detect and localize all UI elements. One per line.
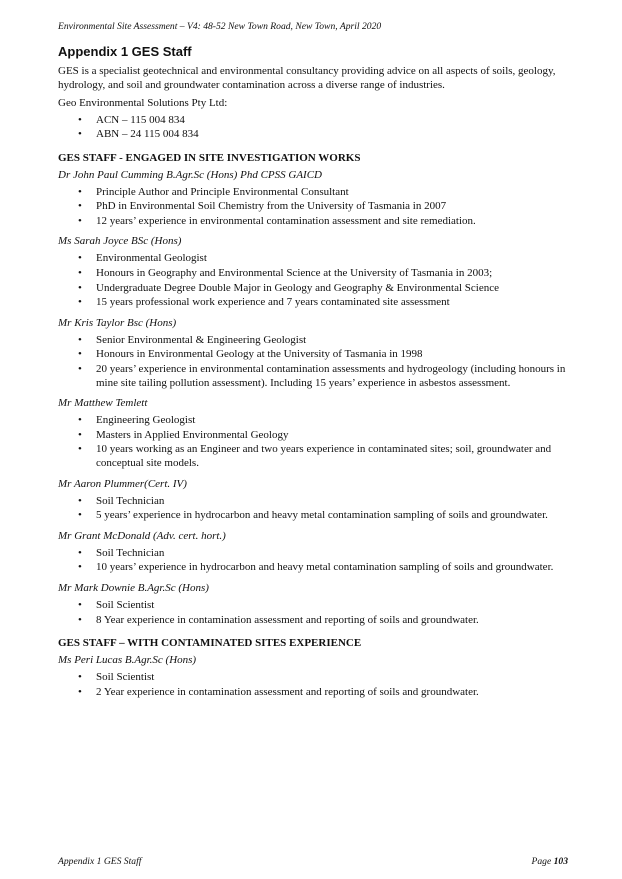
page-number-label	[531, 856, 568, 867]
bullet-icon: •	[78, 561, 82, 574]
list-item	[58, 282, 584, 296]
detail-text: Soil Scientist	[96, 671, 155, 684]
bullet-icon: •	[78, 267, 82, 280]
detail-text: Honours in Environmental Geology at the University of Tasmania in 1998	[96, 348, 423, 361]
staff-name: Dr John Paul Cumming B.Agr.Sc (Hons) Phd CPSS GAICD	[58, 168, 322, 181]
intro-paragraph: GES is a specialist geotechnical and environmental consultancy providing advice on all aspects of soils, geology, hydrology, and soil and groundwater contamination across a diverse range of industries.	[58, 65, 556, 91]
staff-details	[58, 414, 584, 470]
list-item	[58, 495, 584, 509]
detail-text: PhD in Environmental Soil Chemistry from the University of Tasmania in 2007	[96, 200, 447, 213]
detail-text: Environmental Geologist	[96, 252, 207, 265]
detail-text: Engineering Geologist	[96, 414, 196, 427]
list-item	[58, 363, 584, 390]
staff-name: Mr Grant McDonald (Adv. cert. hort.)	[58, 529, 226, 542]
list-item	[58, 561, 584, 575]
footer-section-title: Appendix 1 GES Staff	[58, 856, 142, 867]
list-item	[58, 334, 584, 348]
list-item	[58, 671, 584, 685]
section-heading: GES STAFF – WITH CONTAMINATED SITES EXPERIENCE	[58, 637, 362, 650]
list-item	[58, 686, 584, 700]
detail-text: Soil Technician	[96, 494, 165, 507]
list-item	[58, 614, 584, 628]
staff-details	[58, 671, 584, 699]
bullet-icon: •	[78, 185, 82, 198]
list-item	[58, 443, 584, 470]
staff-details	[58, 186, 584, 229]
company-name: Geo Environmental Solutions Pty Ltd:	[58, 97, 228, 109]
detail-text: Honours in Geography and Environmental Science at the University of Tasmania in 2003;	[96, 267, 493, 280]
company-acn: ACN – 115 004 834	[96, 113, 185, 126]
section-heading: GES STAFF - ENGAGED IN SITE INVESTIGATION WORKS	[58, 151, 361, 164]
staff-details	[58, 252, 584, 309]
detail-text: Senior Environmental & Engineering Geologist	[96, 333, 307, 346]
list-item	[58, 599, 584, 613]
bullet-icon: •	[78, 363, 82, 376]
bullet-icon: •	[78, 200, 82, 213]
staff-name: Mr Kris Taylor Bsc (Hons)	[58, 316, 177, 329]
staff-name: Mr Matthew Temlett	[58, 397, 148, 410]
list-item	[58, 509, 584, 523]
list-item	[58, 547, 584, 561]
detail-text: Principle Author and Principle Environmental Consultant	[96, 185, 349, 198]
staff-details	[58, 547, 584, 575]
staff-name: Ms Sarah Joyce BSc (Hons)	[58, 235, 182, 248]
list-item	[58, 128, 584, 142]
list-item	[58, 296, 584, 310]
detail-text: Undergraduate Degree Double Major in Geology and Geography & Environmental Science	[96, 281, 499, 294]
bullet-icon: •	[78, 443, 82, 456]
bullet-icon: •	[78, 252, 82, 265]
bullet-icon: •	[78, 509, 82, 522]
company-id-list	[58, 114, 584, 142]
staff-name: Mr Mark Downie B.Agr.Sc (Hons)	[58, 581, 209, 594]
list-item	[58, 429, 584, 443]
bullet-icon: •	[78, 214, 82, 227]
list-item	[58, 348, 584, 362]
bullet-icon: •	[78, 494, 82, 507]
list-item	[58, 215, 584, 229]
staff-name: Mr Aaron Plummer(Cert. IV)	[58, 477, 187, 490]
bullet-icon: •	[78, 613, 82, 626]
bullet-icon: •	[78, 296, 82, 309]
staff-details	[58, 599, 584, 627]
list-item	[58, 252, 584, 266]
page-number: 103	[553, 856, 568, 867]
staff-details	[58, 495, 584, 523]
page-content	[58, 44, 584, 706]
detail-text: Soil Scientist	[96, 598, 155, 611]
detail-text: 10 years’ experience in hydrocarbon and heavy metal contamination sampling of soils and groundwater.	[96, 561, 554, 574]
detail-text: 12 years’ experience in environmental contamination assessment and site remediation.	[96, 214, 476, 227]
detail-text: Masters in Applied Environmental Geology	[96, 428, 289, 441]
staff-name: Ms Peri Lucas B.Agr.Sc (Hons)	[58, 654, 197, 667]
bullet-icon: •	[78, 598, 82, 611]
detail-text: 20 years’ experience in environmental contamination assessments and hydrogeology (including honours in mine site tailing pollution assessment). Including 15 years’ experience in asbestos assessment.	[96, 363, 566, 389]
list-item	[58, 186, 584, 200]
detail-text: 2 Year experience in contamination assessment and reporting of soils and groundwater.	[96, 685, 479, 698]
running-header: Environmental Site Assessment – V4: 48-52 New Town Road, New Town, April 2020	[58, 21, 382, 32]
page-title: Appendix 1 GES Staff	[58, 44, 192, 59]
bullet-icon: •	[78, 333, 82, 346]
bullet-icon: •	[78, 281, 82, 294]
list-item	[58, 114, 584, 128]
list-item	[58, 267, 584, 281]
bullet-icon: •	[78, 546, 82, 559]
bullet-icon: •	[78, 685, 82, 698]
detail-text: 5 years’ experience in hydrocarbon and heavy metal contamination sampling of soils and groundwater.	[96, 509, 548, 522]
detail-text: 15 years professional work experience and 7 years contaminated site assessment	[96, 296, 450, 309]
detail-text: 8 Year experience in contamination assessment and reporting of soils and groundwater.	[96, 613, 479, 626]
bullet-icon: •	[78, 113, 82, 126]
bullet-icon: •	[78, 128, 82, 141]
detail-text: 10 years working as an Engineer and two years experience in contaminated sites; soil, groundwater and conceptual site models.	[96, 443, 552, 469]
bullet-icon: •	[78, 671, 82, 684]
company-abn: ABN – 24 115 004 834	[96, 128, 199, 141]
bullet-icon: •	[78, 428, 82, 441]
detail-text: Soil Technician	[96, 546, 165, 559]
page-label: Page	[531, 856, 552, 867]
staff-details	[58, 334, 584, 390]
list-item	[58, 414, 584, 428]
list-item	[58, 200, 584, 214]
bullet-icon: •	[78, 348, 82, 361]
bullet-icon: •	[78, 414, 82, 427]
